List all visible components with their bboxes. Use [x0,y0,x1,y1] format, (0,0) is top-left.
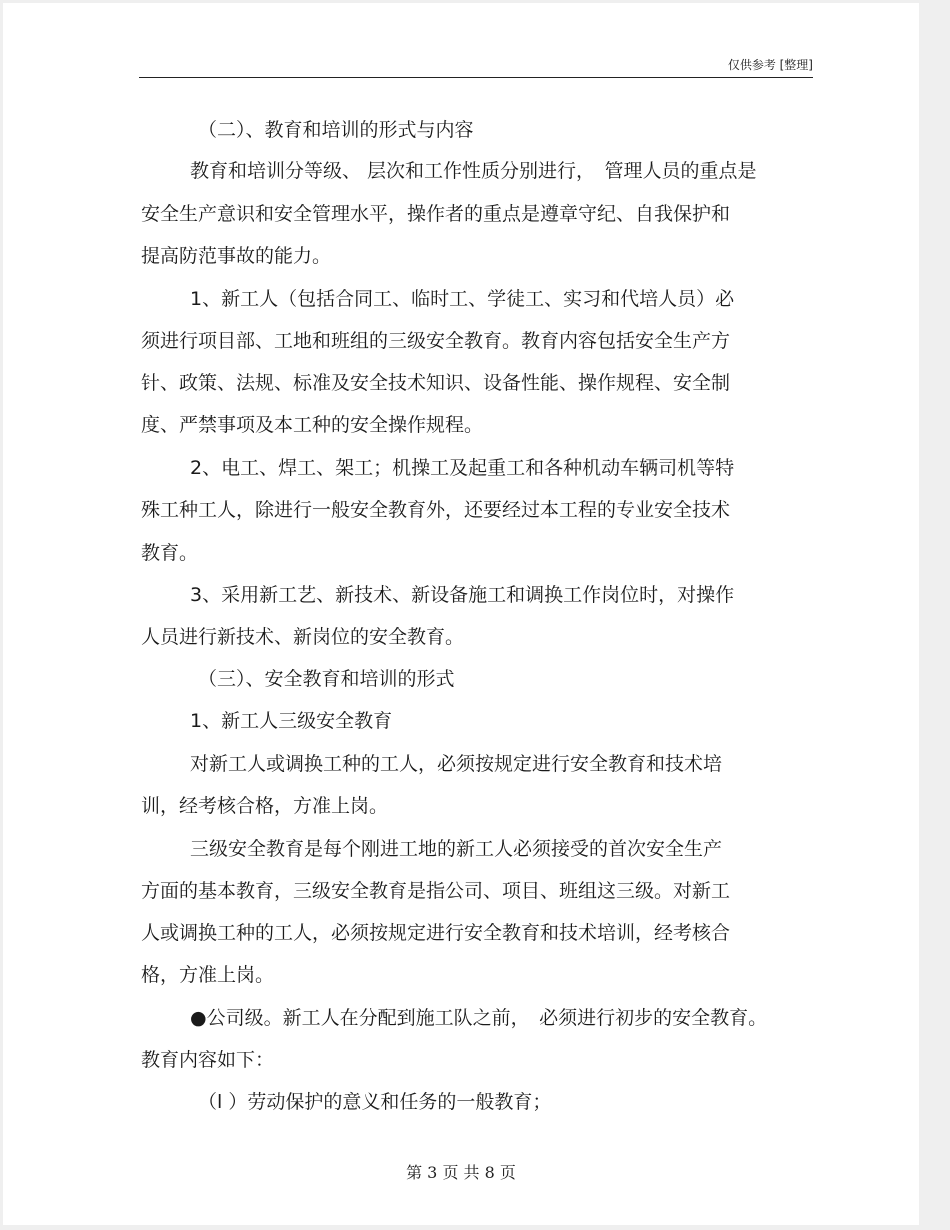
paragraph-line: 对新工人或调换工种的工人，必须按规定进行安全教育和技术培 [190,753,723,775]
list-item-line: 2、电工、焊工、架工；机操工及起重工和各种机动车辆司机等特 [190,457,735,479]
paragraph-line: 人员进行新技术、新岗位的安全教育。 [141,626,465,648]
paragraph-line: 教育和培训分等级、 层次和工作性质分别进行， 管理人员的重点是 [190,160,757,182]
paragraph-line: 须进行项目部、工地和班组的三级安全教育。教育内容包括安全生产方 [141,330,731,352]
paragraph-line: 三级安全教育是每个刚进工地的新工人必须接受的首次安全生产 [190,838,723,860]
page-number: 第 3 页 共 8 页 [406,1163,516,1182]
paragraph-line: 提高防范事故的能力。 [141,245,332,267]
paragraph-line: 度、严禁事项及本工种的安全操作规程。 [141,414,484,436]
header-rule [139,77,813,78]
paragraph-line: 针、政策、法规、标准及安全技术知识、设备性能、操作规程、安全制 [141,372,731,394]
header-note: 仅供参考 [整理] [727,58,813,72]
section-heading: （三）、安全教育和培训的形式 [198,668,455,690]
paragraph-line: 训，经考核合格，方准上岗。 [141,795,389,817]
document-page [3,3,919,1225]
paragraph-line: 安全生产意识和安全管理水平，操作者的重点是遵章守纪、自我保护和 [141,203,731,225]
list-item-line: 1、新工人（包括合同工、临时工、学徒工、实习和代培人员）必 [190,288,735,310]
bullet-line: ●公司级。新工人在分配到施工队之前， 必须进行初步的安全教育。 [190,1007,768,1029]
paragraph-line: 教育内容如下： [141,1049,275,1071]
paragraph-line: 殊工种工人，除进行一般安全教育外，还要经过本工程的专业安全技术 [141,499,731,521]
section-heading: （二）、教育和培训的形式与内容 [198,119,474,141]
paragraph-line: 教育。 [141,542,199,564]
list-item-line: （l ）劳动保护的意义和任务的一般教育； [198,1091,552,1113]
subsection-heading: 1、新工人三级安全教育 [190,710,393,732]
paragraph-line: 方面的基本教育，三级安全教育是指公司、项目、班组这三级。对新工 [141,880,731,902]
paragraph-line: 格，方准上岗。 [141,964,275,986]
list-item-line: 3、采用新工艺、新技术、新设备施工和调换工作岗位时，对操作 [190,584,735,606]
paragraph-line: 人或调换工种的工人，必须按规定进行安全教育和技术培训，经考核合 [141,922,731,944]
